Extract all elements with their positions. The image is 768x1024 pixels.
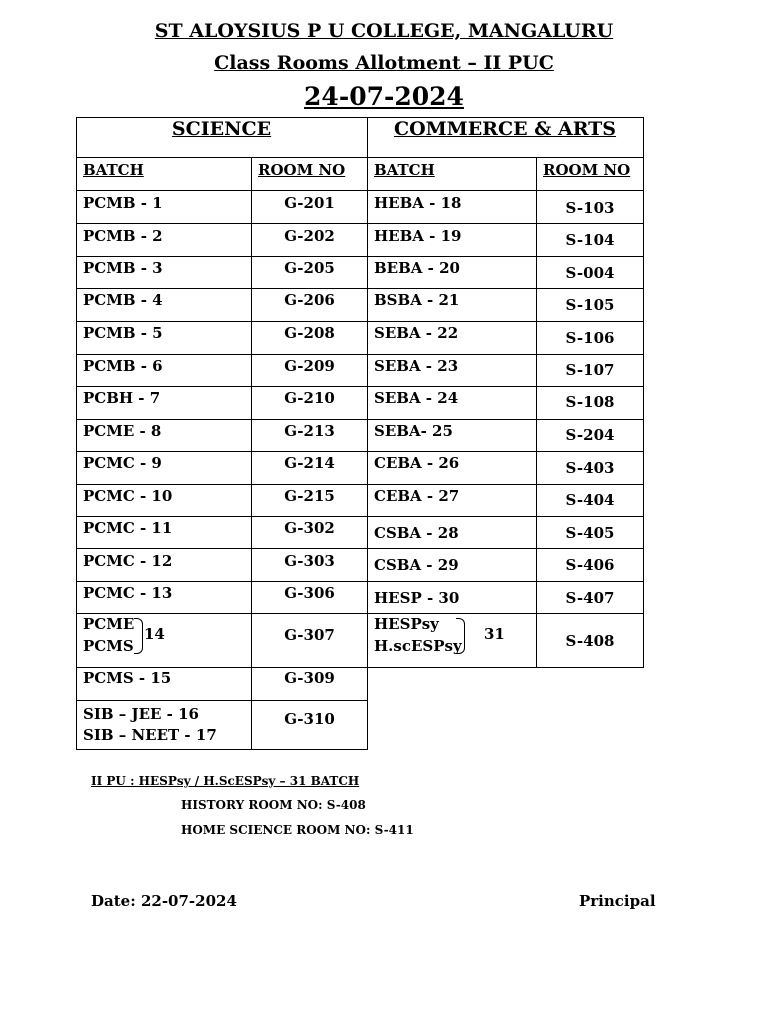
commerce-room-cell: S-108 xyxy=(565,393,615,411)
commerce-batch-number-31: 31 xyxy=(484,625,505,643)
allotment-date: 24-07-2024 xyxy=(304,82,464,111)
commerce-batch-cell: HEBA - 18 xyxy=(374,194,462,212)
science-room-cell: G-202 xyxy=(284,227,335,245)
row-separator xyxy=(76,516,644,517)
commerce-batch-cell: SEBA - 23 xyxy=(374,357,459,375)
commerce-batch-cell: SEBA - 24 xyxy=(374,389,459,407)
commerce-batch-cell: CEBA - 26 xyxy=(374,454,460,472)
row-separator xyxy=(76,288,644,289)
row-separator xyxy=(76,700,368,701)
document-subtitle: Class Rooms Allotment – II PUC xyxy=(214,52,554,74)
science-room-g307: G-307 xyxy=(284,626,335,644)
science-batch-sib-neet: SIB – NEET - 17 xyxy=(83,726,217,744)
commerce-room-cell: S-204 xyxy=(565,426,615,444)
science-batch-header: BATCH xyxy=(83,161,144,179)
science-batch-cell: PCMC - 9 xyxy=(83,454,162,472)
science-batch-cell: PCMC - 12 xyxy=(83,552,173,570)
commerce-batch-hscespsy: H.scESPsy xyxy=(374,637,462,655)
row-separator xyxy=(76,581,644,582)
science-batch-sib-jee: SIB – JEE - 16 xyxy=(83,705,199,723)
row-separator xyxy=(76,451,644,452)
science-room-cell: G-306 xyxy=(284,584,335,602)
science-batch-pcms: PCMS xyxy=(83,637,134,655)
commerce-batch-cell: CSBA - 28 xyxy=(374,524,459,542)
row-separator xyxy=(76,256,644,257)
commerce-room-header: ROOM NO xyxy=(543,161,631,179)
commerce-heading: COMMERCE & ARTS xyxy=(393,118,617,140)
science-batch-number-14: 14 xyxy=(144,625,165,643)
commerce-room-cell: S-103 xyxy=(565,199,615,217)
science-batch-cell: PCMC - 11 xyxy=(83,519,173,537)
bracket-icon xyxy=(134,618,143,654)
science-batch-cell: PCME - 8 xyxy=(83,422,162,440)
commerce-room-cell: S-104 xyxy=(565,231,615,249)
principal-signature-label: Principal xyxy=(579,892,656,910)
note-history-room: HISTORY ROOM NO: S-408 xyxy=(181,798,366,812)
commerce-room-cell: S-105 xyxy=(565,296,615,314)
science-room-cell: G-208 xyxy=(284,324,335,342)
science-room-header: ROOM NO xyxy=(258,161,346,179)
row-separator xyxy=(76,419,644,420)
commerce-batch-cell: BEBA - 20 xyxy=(374,259,460,277)
science-room-cell: G-215 xyxy=(284,487,335,505)
science-batch-cell: PCBH - 7 xyxy=(83,389,161,407)
science-batch-cell: PCMB - 3 xyxy=(83,259,163,277)
commerce-batch-cell: SEBA- 25 xyxy=(374,422,453,440)
commerce-batch-cell: HEBA - 19 xyxy=(374,227,462,245)
science-room-g309: G-309 xyxy=(284,669,335,687)
science-batch-pcms-15: PCMS - 15 xyxy=(83,669,172,687)
commerce-batch-cell: SEBA - 22 xyxy=(374,324,459,342)
commerce-room-cell: S-107 xyxy=(565,361,615,379)
science-batch-cell: PCMC - 10 xyxy=(83,487,173,505)
commerce-batch-cell: BSBA - 21 xyxy=(374,291,460,309)
science-batch-cell: PCMB - 1 xyxy=(83,194,163,212)
note-batch-31: II PU : HESPsy / H.ScESPsy – 31 BATCH xyxy=(91,774,360,788)
commerce-batch-header: BATCH xyxy=(374,161,435,179)
science-batch-pcme: PCME xyxy=(83,615,135,633)
row-separator xyxy=(76,386,644,387)
row-separator xyxy=(76,484,644,485)
science-batch-cell: PCMB - 6 xyxy=(83,357,163,375)
commerce-batch-cell: HESP - 30 xyxy=(374,589,460,607)
commerce-room-cell: S-106 xyxy=(565,329,615,347)
commerce-batch-cell: CSBA - 29 xyxy=(374,556,459,574)
header-separator xyxy=(76,157,644,158)
science-batch-cell: PCMB - 2 xyxy=(83,227,163,245)
science-batch-cell: PCMB - 5 xyxy=(83,324,163,342)
row-separator xyxy=(76,667,644,668)
commerce-room-cell: S-403 xyxy=(565,459,615,477)
commerce-room-cell: S-405 xyxy=(565,524,615,542)
row-separator xyxy=(76,321,644,322)
science-batch-cell: PCMB - 4 xyxy=(83,291,163,309)
science-room-cell: G-213 xyxy=(284,422,335,440)
note-home-science-room: HOME SCIENCE ROOM NO: S-411 xyxy=(181,823,414,837)
science-room-cell: G-214 xyxy=(284,454,335,472)
science-room-cell: G-302 xyxy=(284,519,335,537)
row-separator xyxy=(76,223,644,224)
row-separator xyxy=(76,190,644,191)
science-heading: SCIENCE xyxy=(171,118,272,140)
row-separator xyxy=(76,613,644,614)
commerce-room-cell: S-404 xyxy=(565,491,615,509)
science-room-cell: G-209 xyxy=(284,357,335,375)
science-room-cell: G-205 xyxy=(284,259,335,277)
commerce-batch-cell: CEBA - 27 xyxy=(374,487,460,505)
row-separator xyxy=(76,354,644,355)
science-room-g310: G-310 xyxy=(284,710,335,728)
issue-date: Date: 22-07-2024 xyxy=(91,892,237,910)
commerce-room-cell: S-004 xyxy=(565,264,615,282)
commerce-batch-hespsy: HESPsy xyxy=(374,615,439,633)
science-batch-cell: PCMC - 13 xyxy=(83,584,173,602)
bracket-icon xyxy=(456,618,465,654)
science-room-cell: G-201 xyxy=(284,194,335,212)
college-name: ST ALOYSIUS P U COLLEGE, MANGALURU xyxy=(154,20,614,42)
commerce-room-cell: S-407 xyxy=(565,589,615,607)
commerce-room-s408: S-408 xyxy=(565,632,615,650)
science-room-cell: G-210 xyxy=(284,389,335,407)
commerce-room-cell: S-406 xyxy=(565,556,615,574)
science-room-cell: G-206 xyxy=(284,291,335,309)
science-room-cell: G-303 xyxy=(284,552,335,570)
row-separator xyxy=(76,548,644,549)
